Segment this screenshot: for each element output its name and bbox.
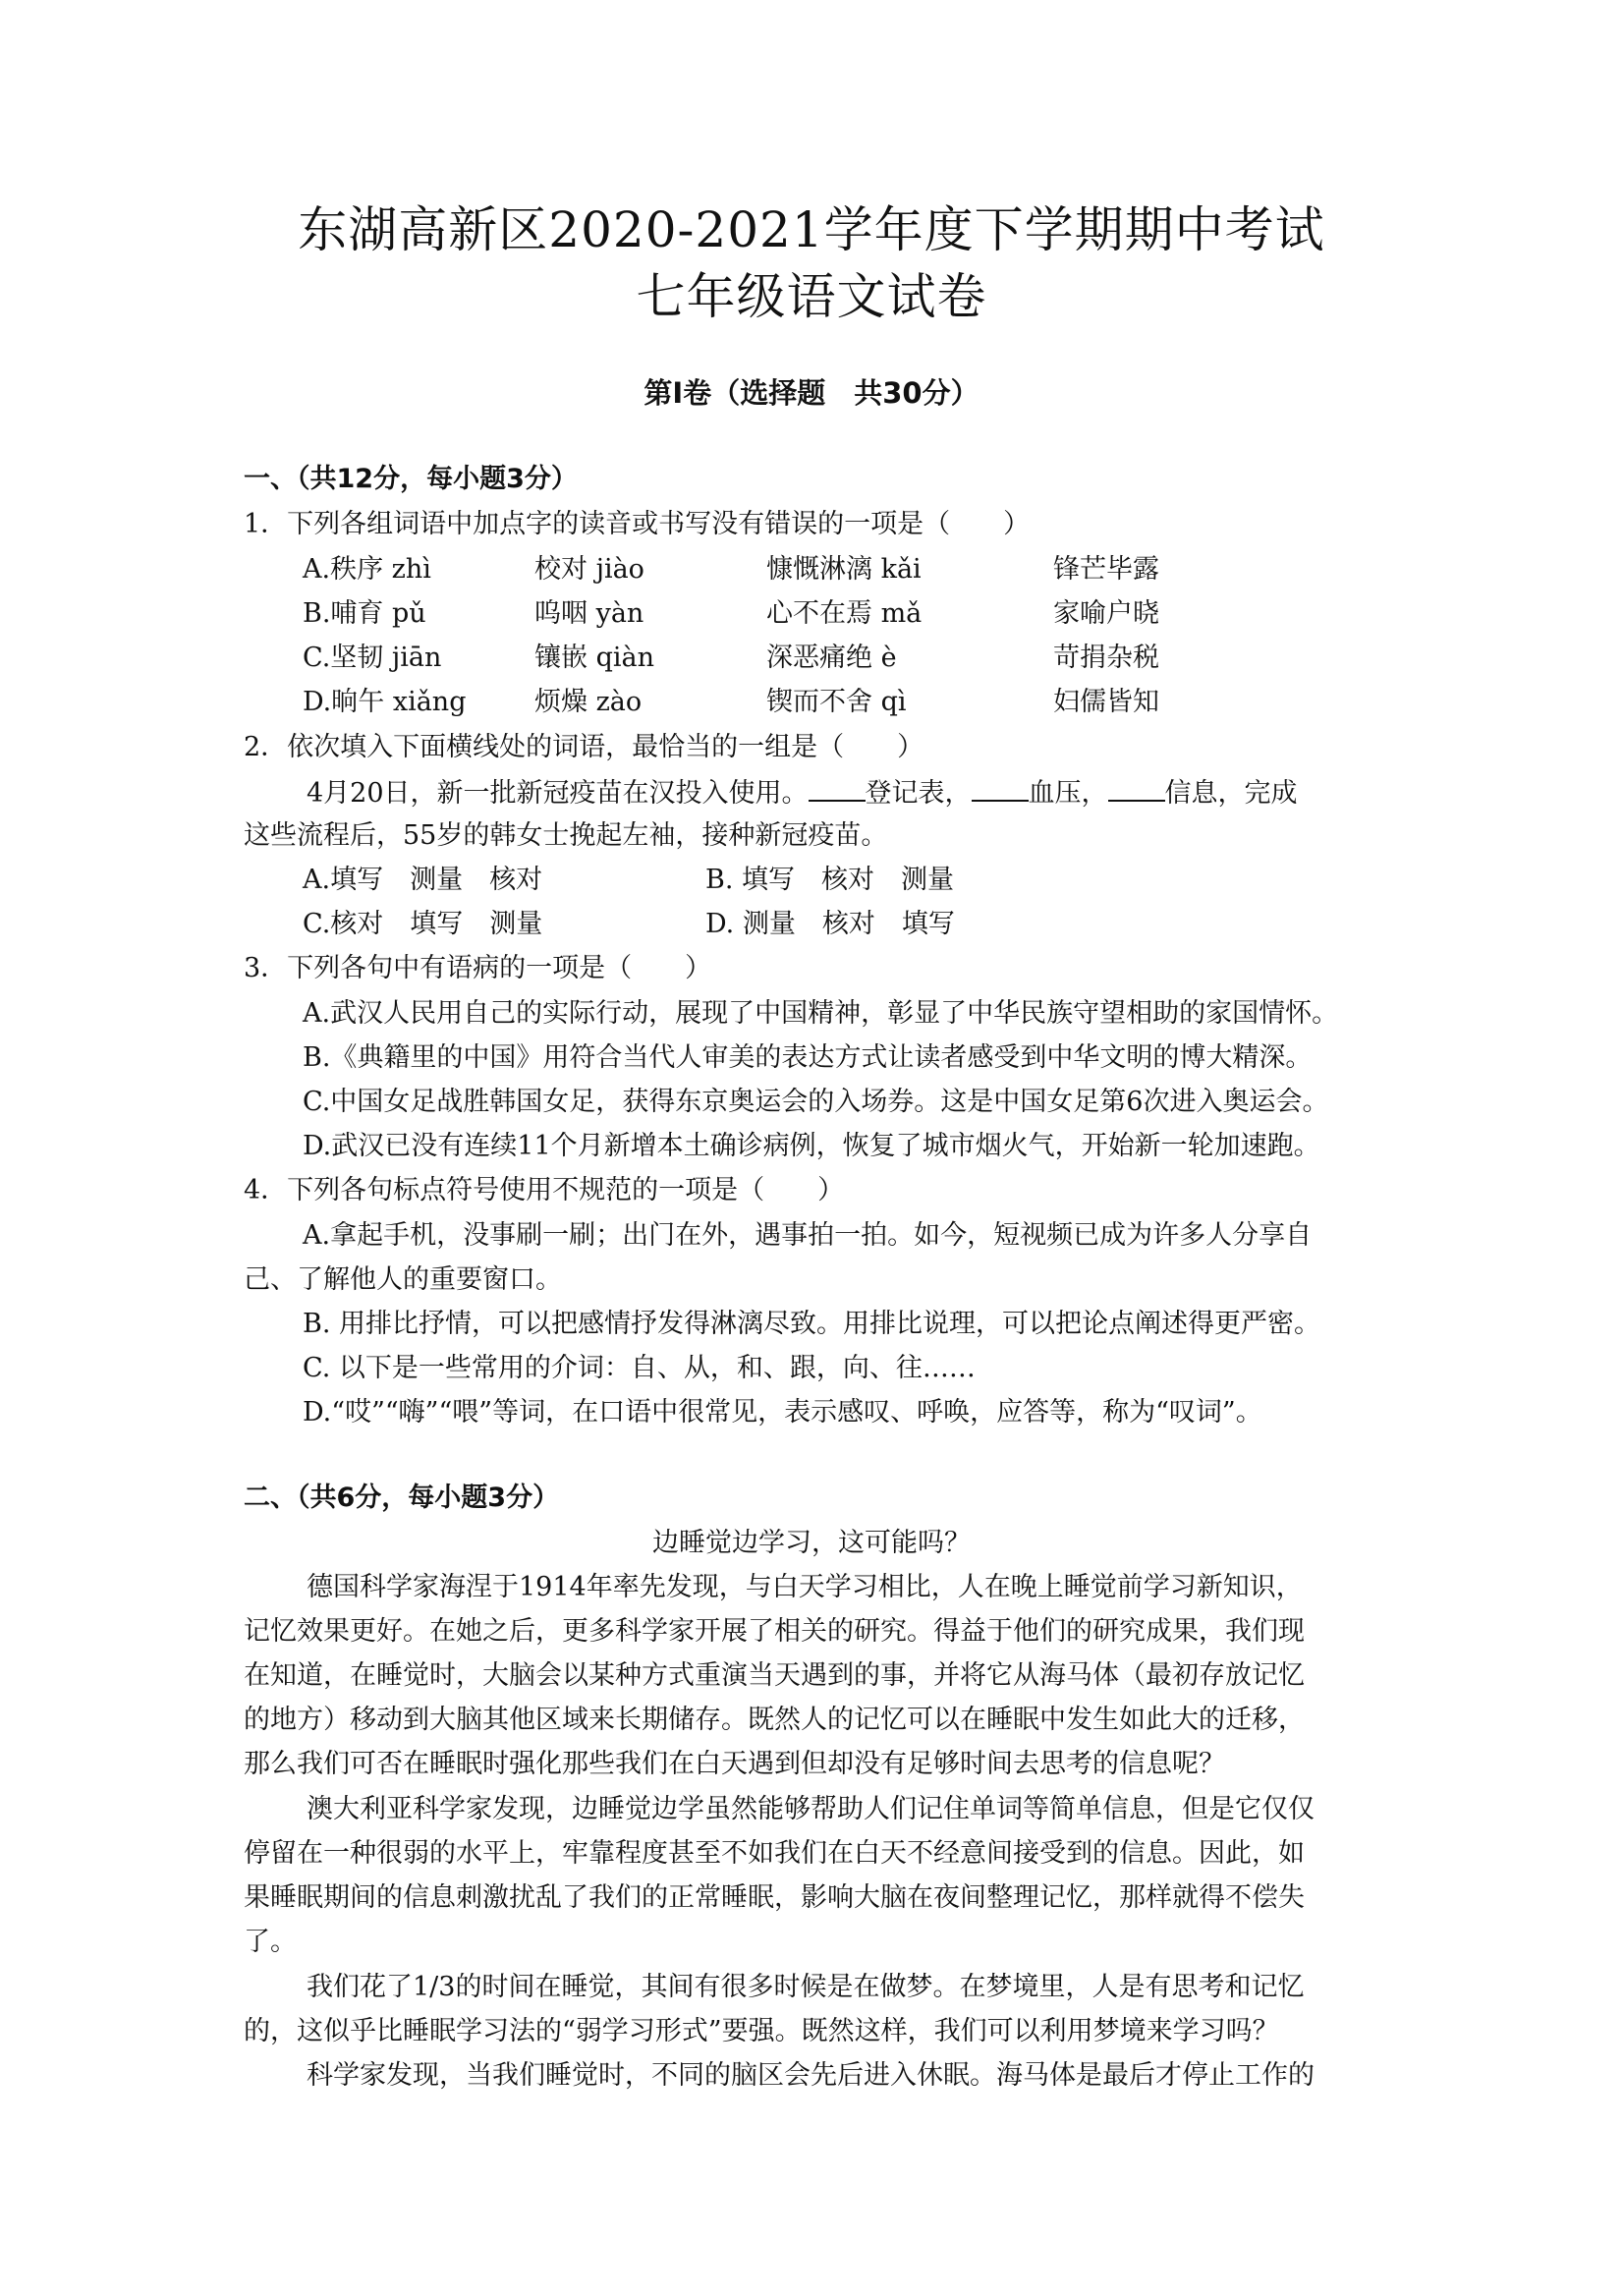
- q1-b-1: B.哺育 pǔ: [303, 598, 426, 629]
- article-line: 的，这似乎比睡眠学习法的“弱学习形式”要强。既然这样，我们可以利用梦境来学习吗？: [244, 2016, 1279, 2046]
- article-line: 德国科学家海涅于1914年率先发现，与白天学习相比，人在晚上睡觉前学习新知识，: [307, 1572, 1303, 1602]
- q2-passage-line2: 这些流程后，55岁的韩女士挽起左袖，接种新冠疫苗。: [244, 820, 888, 851]
- exam-title: 东湖高新区2020-2021学年度下学期期中考试: [298, 201, 1325, 258]
- article-line: 的地方）移动到大脑其他区域来长期储存。既然人的记忆可以在睡眠中发生如此大的迁移，: [244, 1705, 1305, 1735]
- q2-option-d: D. 测量 核对 填写: [705, 909, 955, 939]
- exam-subject-title: 七年级语文试卷: [636, 268, 987, 325]
- part-one-heading: 第Ⅰ卷（选择题 共30分）: [644, 376, 979, 410]
- q2-stem: 2．依次填入下面横线处的词语，最恰当的一组是（ ）: [244, 732, 924, 762]
- q1-d-1: D.晌午 xiǎng: [303, 687, 467, 717]
- article-line: 了。: [244, 1927, 297, 1957]
- q1-stem: 1．下列各组词语中加点字的读音或书写没有错误的一项是（ ）: [244, 509, 1031, 539]
- q2-passage-part2: 登记表，: [865, 778, 972, 809]
- q1-d-4: 妇儒皆知: [1053, 687, 1159, 717]
- q1-c-1: C.坚韧 jiān: [303, 643, 442, 673]
- article-line: 果睡眠期间的信息刺激扰乱了我们的正常睡眠，影响大脑在夜间整理记忆，那样就得不偿失: [244, 1882, 1305, 1913]
- article-line: 那么我们可否在睡眠时强化那些我们在白天遇到但却没有足够时间去思考的信息呢？: [244, 1749, 1225, 1779]
- q2-passage-line1: [307, 772, 1298, 813]
- q2-passage-part3: 血压，: [1028, 778, 1108, 809]
- q2-option-a: A.填写 测量 核对: [303, 865, 543, 895]
- q2-option-c: C.核对 填写 测量: [303, 909, 543, 939]
- q4-option-a-line1: A.拿起手机，没事刷一刷；出门在外，遇事拍一拍。如今，短视频已成为许多人分享自: [303, 1220, 1313, 1251]
- article-title: 边睡觉边学习，这可能吗？: [652, 1528, 971, 1558]
- q2-passage-part1: 4月20日，新一批新冠疫苗在汉投入使用。: [307, 778, 809, 809]
- q2-option-b: B. 填写 核对 测量: [705, 865, 955, 895]
- q1-a-1: A.秩序 zhì: [303, 554, 431, 585]
- q1-c-2: 镶嵌 qiàn: [534, 643, 654, 673]
- q3-stem: 3．下列各句中有语病的一项是（ ）: [244, 953, 712, 983]
- section-one-heading: 一、（共12分，每小题3分）: [244, 464, 578, 494]
- q1-c-3: 深恶痛绝 è: [766, 643, 897, 673]
- article-line: 记忆效果更好。在她之后，更多科学家开展了相关的研究。得益于他们的研究成果，我们现: [244, 1616, 1305, 1647]
- q3-option-b: B.《典籍里的中国》用符合当代人审美的表达方式让读者感受到中华文明的博大精深。: [303, 1042, 1313, 1073]
- q1-c-4: 苛捐杂税: [1053, 643, 1159, 673]
- article-line: 澳大利亚科学家发现，边睡觉边学虽然能够帮助人们记住单词等简单信息，但是它仅仅: [307, 1794, 1315, 1824]
- q4-option-d: D.“哎”“嗨”“喂”等词，在口语中很常见，表示感叹、呼唤，应答等，称为“叹词”。: [303, 1397, 1262, 1428]
- article-line: 我们花了1/3的时间在睡觉，其间有很多时候是在做梦。在梦境里，人是有思考和记忆: [307, 1972, 1305, 2002]
- q1-b-4: 家喻户晓: [1053, 598, 1159, 629]
- article-line: 停留在一种很弱的水平上，牢靠程度甚至不如我们在白天不经意间接受到的信息。因此，如: [244, 1838, 1305, 1869]
- q2-blank-1: [809, 772, 866, 802]
- q1-a-2: 校对 jiào: [534, 554, 644, 585]
- q1-d-3: 锲而不舍 qì: [766, 687, 907, 717]
- section-two-heading: 二、（共6分，每小题3分）: [244, 1483, 560, 1513]
- q1-a-4: 锋芒毕露: [1053, 554, 1159, 585]
- q4-option-b: B. 用排比抒情，可以把感情抒发得淋漓尽致。用排比说理，可以把论点阐述得更严密。: [303, 1309, 1321, 1339]
- q3-option-d: D.武汉已没有连续11个月新增本土确诊病例，恢复了城市烟火气，开始新一轮加速跑。: [303, 1131, 1320, 1161]
- q1-d-2: 烦燥 zào: [534, 687, 643, 717]
- q3-option-c: C.中国女足战胜韩国女足，获得东京奥运会的入场券。这是中国女足第6次进入奥运会。: [303, 1087, 1329, 1117]
- article-line: 在知道，在睡觉时，大脑会以某种方式重演当天遇到的事，并将它从海马体（最初存放记忆: [244, 1660, 1305, 1691]
- q1-b-2: 呜咽 yàn: [534, 598, 644, 629]
- q4-stem: 4．下列各句标点符号使用不规范的一项是（ ）: [244, 1175, 845, 1205]
- q1-a-3: 慷慨淋漓 kǎi: [766, 554, 922, 585]
- q1-b-3: 心不在焉 mǎ: [766, 598, 923, 629]
- q2-passage-part4: 信息，完成: [1164, 778, 1298, 809]
- q4-option-a-line2: 己、了解他人的重要窗口。: [244, 1264, 562, 1295]
- q2-blank-2: [972, 772, 1029, 802]
- article-line: 科学家发现，当我们睡觉时，不同的脑区会先后进入休眠。海马体是最后才停止工作的: [307, 2060, 1315, 2091]
- q2-blank-3: [1108, 772, 1165, 802]
- q4-option-c: C. 以下是一些常用的介词：自、从，和、跟，向、往……: [303, 1353, 976, 1383]
- q3-option-a: A.武汉人民用自己的实际行动，展现了中国精神，彰显了中华民族守望相助的家国情怀。: [303, 998, 1339, 1029]
